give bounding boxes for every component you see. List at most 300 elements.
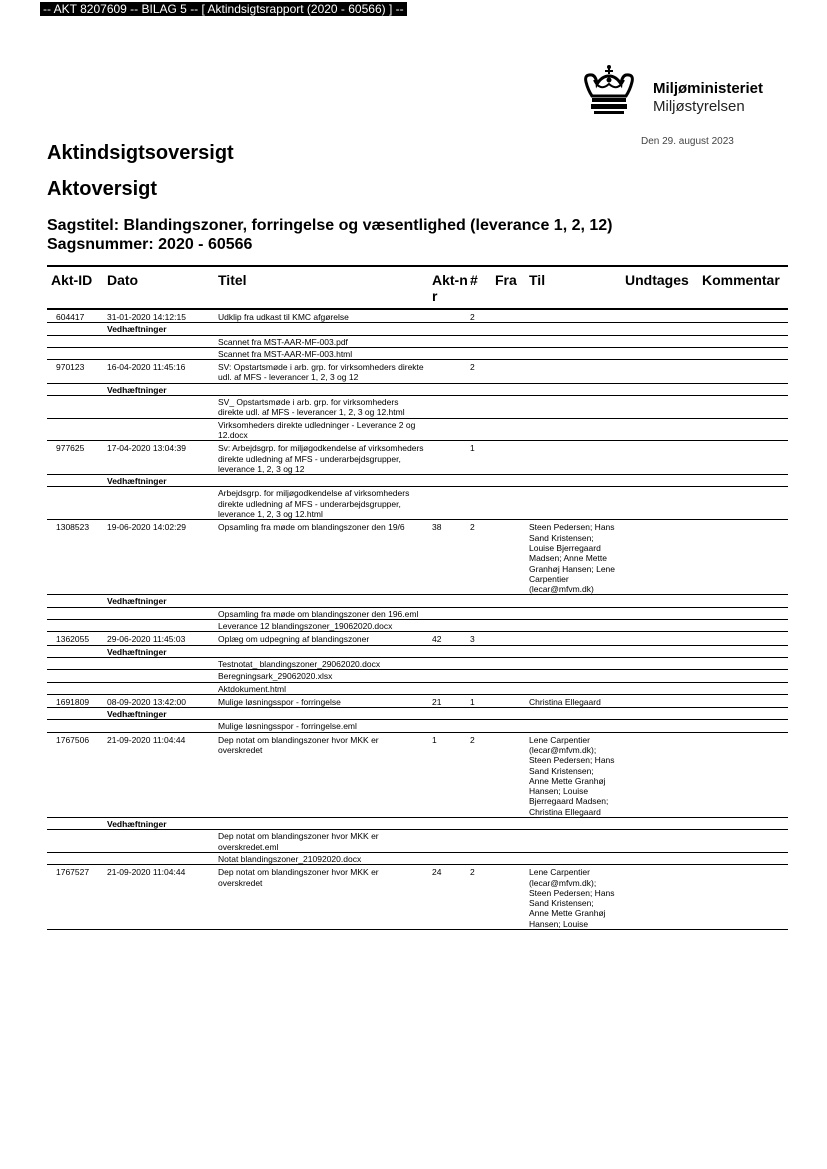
empty-cell — [702, 396, 788, 419]
attachments-label: Vedhæftninger — [107, 645, 218, 657]
empty-cell — [495, 595, 529, 607]
empty-cell — [47, 418, 107, 441]
empty-cell — [47, 670, 107, 682]
undtages-cell — [625, 520, 702, 595]
empty-cell — [470, 620, 495, 632]
akt-id-cell: 977625 — [47, 441, 107, 475]
attachment-file-row — [47, 396, 788, 419]
empty-cell — [107, 670, 218, 682]
akt-nr-cell: 24 — [432, 865, 470, 930]
akt-nr-cell — [432, 309, 470, 323]
empty-cell — [495, 657, 529, 669]
empty-cell — [702, 818, 788, 830]
table-row — [47, 732, 788, 817]
empty-cell — [529, 830, 625, 853]
empty-cell — [218, 323, 432, 335]
akt-nr-cell: 21 — [432, 694, 470, 707]
empty-cell — [432, 418, 470, 441]
empty-cell — [529, 418, 625, 441]
attachment-file-name: Testnotat_ blandingszoner_29062020.docx — [218, 657, 432, 669]
attachment-file-row — [47, 335, 788, 347]
attachments-label: Vedhæftninger — [107, 383, 218, 395]
empty-cell — [625, 682, 702, 694]
empty-cell — [495, 830, 529, 853]
kommentar-cell — [702, 732, 788, 817]
empty-cell — [625, 396, 702, 419]
attachment-file-name: Opsamling fra møde om blandingszoner den 196.eml — [218, 607, 432, 619]
num-cell: 2 — [470, 360, 495, 384]
title-cell: Udklip fra udkast til KMC afgørelse — [218, 309, 432, 323]
empty-cell — [495, 607, 529, 619]
attachment-file-row — [47, 347, 788, 359]
attachment-file-name: Scannet fra MST-AAR-MF-003.html — [218, 347, 432, 359]
empty-cell — [625, 657, 702, 669]
empty-cell — [702, 830, 788, 853]
empty-cell — [625, 383, 702, 395]
table-row — [47, 632, 788, 645]
til-cell: Steen Pedersen; Hans Sand Kristensen; Louise Bjerregaard Madsen; Anne Mette Granhøj Hansen; Lene Carpentier (lecar@mfvm.dk) — [529, 520, 625, 595]
akt-nr-cell — [432, 441, 470, 475]
undtages-cell — [625, 441, 702, 475]
col-kommentar: Kommentar — [702, 272, 788, 309]
kommentar-cell — [702, 865, 788, 930]
attachments-row — [47, 708, 788, 720]
kommentar-cell — [702, 309, 788, 323]
empty-cell — [432, 335, 470, 347]
empty-cell — [432, 708, 470, 720]
empty-cell — [432, 670, 470, 682]
empty-cell — [470, 418, 495, 441]
attachments-label: Vedhæftninger — [107, 475, 218, 487]
table-row — [47, 865, 788, 930]
empty-cell — [470, 670, 495, 682]
attachment-file-name: Notat blandingszoner_21092020.docx — [218, 852, 432, 864]
empty-cell — [218, 595, 432, 607]
table-row — [47, 309, 788, 323]
empty-cell — [432, 595, 470, 607]
empty-cell — [702, 720, 788, 732]
empty-cell — [702, 323, 788, 335]
crown-logo-icon — [580, 64, 638, 116]
akt-nr-cell: 1 — [432, 732, 470, 817]
empty-cell — [529, 708, 625, 720]
kommentar-cell — [702, 520, 788, 595]
attachments-label: Vedhæftninger — [107, 708, 218, 720]
akt-nr-cell: 42 — [432, 632, 470, 645]
ministry-name: Miljøministeriet — [653, 80, 764, 97]
document-table — [47, 272, 788, 930]
empty-cell — [107, 852, 218, 864]
attachment-file-row — [47, 418, 788, 441]
empty-cell — [495, 487, 529, 520]
attachment-file-name: Mulige løsningsspor - forringelse.eml — [218, 720, 432, 732]
attachment-file-name: Dep notat om blandingszoner hvor MKK er overskredet.eml — [218, 830, 432, 853]
fra-cell — [495, 865, 529, 930]
title-cell: Dep notat om blandingszoner hvor MKK er overskredet — [218, 865, 432, 930]
empty-cell — [625, 607, 702, 619]
undtages-cell — [625, 694, 702, 707]
empty-cell — [529, 620, 625, 632]
empty-cell — [529, 335, 625, 347]
empty-cell — [495, 383, 529, 395]
empty-cell — [495, 720, 529, 732]
date-cell: 31-01-2020 14:12:15 — [107, 309, 218, 323]
empty-cell — [47, 607, 107, 619]
empty-cell — [702, 708, 788, 720]
empty-cell — [470, 323, 495, 335]
empty-cell — [107, 830, 218, 853]
kommentar-cell — [702, 441, 788, 475]
empty-cell — [218, 818, 432, 830]
date-cell: 08-09-2020 13:42:00 — [107, 694, 218, 707]
title-cell: Mulige løsningsspor - forringelse — [218, 694, 432, 707]
empty-cell — [625, 595, 702, 607]
fra-cell — [495, 732, 529, 817]
empty-cell — [625, 830, 702, 853]
empty-cell — [47, 347, 107, 359]
til-cell — [529, 309, 625, 323]
attachment-file-row — [47, 607, 788, 619]
empty-cell — [625, 670, 702, 682]
agency-name: Miljøstyrelsen — [653, 98, 745, 115]
empty-cell — [702, 383, 788, 395]
empty-cell — [529, 487, 625, 520]
akt-id-cell: 1691809 — [47, 694, 107, 707]
fra-cell — [495, 632, 529, 645]
empty-cell — [625, 720, 702, 732]
date-cell: 29-06-2020 11:45:03 — [107, 632, 218, 645]
table-row — [47, 441, 788, 475]
fra-cell — [495, 360, 529, 384]
akt-id-cell: 1362055 — [47, 632, 107, 645]
num-cell: 2 — [470, 309, 495, 323]
empty-cell — [702, 595, 788, 607]
empty-cell — [432, 830, 470, 853]
empty-cell — [470, 818, 495, 830]
empty-cell — [529, 682, 625, 694]
empty-cell — [495, 708, 529, 720]
col-dato: Dato — [107, 272, 218, 309]
empty-cell — [432, 645, 470, 657]
empty-cell — [702, 657, 788, 669]
undtages-cell — [625, 360, 702, 384]
empty-cell — [432, 475, 470, 487]
page-title: Aktindsigtsoversigt — [47, 142, 234, 164]
empty-cell — [432, 323, 470, 335]
empty-cell — [470, 475, 495, 487]
til-cell: Christina Ellegaard — [529, 694, 625, 707]
attachment-file-row — [47, 487, 788, 520]
empty-cell — [470, 383, 495, 395]
empty-cell — [470, 595, 495, 607]
attachments-row — [47, 323, 788, 335]
title-cell: Opsamling fra møde om blandingszoner den 19/6 — [218, 520, 432, 595]
empty-cell — [625, 818, 702, 830]
empty-cell — [470, 335, 495, 347]
num-cell: 2 — [470, 520, 495, 595]
empty-cell — [702, 852, 788, 864]
empty-cell — [495, 323, 529, 335]
attachment-file-name: Leverance 12 blandingszoner_19062020.docx — [218, 620, 432, 632]
fra-cell — [495, 441, 529, 475]
table-row — [47, 694, 788, 707]
attachment-file-row — [47, 657, 788, 669]
empty-cell — [47, 720, 107, 732]
empty-cell — [470, 682, 495, 694]
table-row — [47, 360, 788, 384]
empty-cell — [470, 720, 495, 732]
empty-cell — [625, 347, 702, 359]
fra-cell — [495, 309, 529, 323]
undtages-cell — [625, 632, 702, 645]
empty-cell — [625, 487, 702, 520]
empty-cell — [218, 645, 432, 657]
empty-cell — [47, 657, 107, 669]
empty-cell — [625, 475, 702, 487]
empty-cell — [47, 682, 107, 694]
akt-id-cell: 1767506 — [47, 732, 107, 817]
empty-cell — [432, 852, 470, 864]
empty-cell — [47, 396, 107, 419]
empty-cell — [432, 620, 470, 632]
empty-cell — [47, 620, 107, 632]
fra-cell — [495, 520, 529, 595]
empty-cell — [529, 818, 625, 830]
num-cell: 1 — [470, 694, 495, 707]
empty-cell — [107, 418, 218, 441]
empty-cell — [495, 418, 529, 441]
empty-cell — [625, 335, 702, 347]
empty-cell — [432, 657, 470, 669]
num-cell: 2 — [470, 865, 495, 930]
report-date: Den 29. august 2023 — [641, 136, 734, 147]
empty-cell — [470, 607, 495, 619]
empty-cell — [702, 607, 788, 619]
kommentar-cell — [702, 694, 788, 707]
empty-cell — [702, 475, 788, 487]
empty-cell — [702, 347, 788, 359]
empty-cell — [495, 347, 529, 359]
table-row — [47, 520, 788, 595]
empty-cell — [529, 720, 625, 732]
empty-cell — [495, 682, 529, 694]
col-fra: Fra — [495, 272, 529, 309]
empty-cell — [702, 620, 788, 632]
empty-cell — [529, 670, 625, 682]
empty-cell — [432, 383, 470, 395]
akt-id-cell: 1767527 — [47, 865, 107, 930]
col-undtages: Undtages — [625, 272, 702, 309]
table-header-row — [47, 272, 788, 309]
akt-nr-cell: 38 — [432, 520, 470, 595]
empty-cell — [625, 852, 702, 864]
empty-cell — [529, 595, 625, 607]
empty-cell — [218, 708, 432, 720]
empty-cell — [702, 670, 788, 682]
attachment-file-row — [47, 682, 788, 694]
empty-cell — [432, 487, 470, 520]
empty-cell — [470, 708, 495, 720]
empty-cell — [47, 830, 107, 853]
empty-cell — [702, 335, 788, 347]
date-cell: 19-06-2020 14:02:29 — [107, 520, 218, 595]
empty-cell — [529, 323, 625, 335]
attachments-row — [47, 475, 788, 487]
empty-cell — [625, 418, 702, 441]
til-cell — [529, 632, 625, 645]
undtages-cell — [625, 865, 702, 930]
attachment-file-name: Beregningsark_29062020.xlsx — [218, 670, 432, 682]
empty-cell — [47, 852, 107, 864]
attachments-label: Vedhæftninger — [107, 323, 218, 335]
til-cell: Lene Carpentier (lecar@mfvm.dk); Steen Pedersen; Hans Sand Kristensen; Anne Mette Granhøj Hansen; Louise — [529, 865, 625, 930]
empty-cell — [495, 396, 529, 419]
empty-cell — [107, 657, 218, 669]
empty-cell — [702, 645, 788, 657]
col-akt-nr: Akt-nr — [432, 272, 470, 309]
empty-cell — [432, 720, 470, 732]
document-stamp: -- AKT 8207609 -- BILAG 5 -- [ Aktindsigtsrapport (2020 - 60566) ] -- — [40, 2, 407, 16]
case-number: Sagsnummer: 2020 - 60566 — [47, 236, 253, 253]
empty-cell — [107, 720, 218, 732]
empty-cell — [702, 418, 788, 441]
empty-cell — [47, 335, 107, 347]
empty-cell — [432, 682, 470, 694]
attachment-file-name: Aktdokument.html — [218, 682, 432, 694]
empty-cell — [470, 852, 495, 864]
attachment-file-row — [47, 670, 788, 682]
empty-cell — [107, 347, 218, 359]
empty-cell — [495, 670, 529, 682]
empty-cell — [470, 396, 495, 419]
empty-cell — [495, 645, 529, 657]
empty-cell — [702, 487, 788, 520]
empty-cell — [107, 487, 218, 520]
attachments-label: Vedhæftninger — [107, 818, 218, 830]
akt-nr-cell — [432, 360, 470, 384]
empty-cell — [495, 475, 529, 487]
empty-cell — [529, 852, 625, 864]
num-cell: 3 — [470, 632, 495, 645]
title-cell: Dep notat om blandingszoner hvor MKK er overskredet — [218, 732, 432, 817]
til-cell — [529, 441, 625, 475]
til-cell: Lene Carpentier (lecar@mfvm.dk); Steen Pedersen; Hans Sand Kristensen; Anne Mette Granhøj Hansen; Louise Bjerregaard Madsen; Christina Ellegaard — [529, 732, 625, 817]
date-cell: 17-04-2020 13:04:39 — [107, 441, 218, 475]
undtages-cell — [625, 309, 702, 323]
header-divider — [47, 265, 788, 267]
attachment-file-name: Scannet fra MST-AAR-MF-003.pdf — [218, 335, 432, 347]
attachment-file-row — [47, 720, 788, 732]
empty-cell — [47, 323, 107, 335]
attachment-file-row — [47, 852, 788, 864]
empty-cell — [107, 396, 218, 419]
attachment-file-name: Arbejdsgrp. for miljøgodkendelse af virksomheders direkte udledning af MFS - underarbejdsgrupper, leverance 1, 2, 3 og 12.html — [218, 487, 432, 520]
empty-cell — [107, 335, 218, 347]
akt-id-cell: 1308523 — [47, 520, 107, 595]
empty-cell — [529, 475, 625, 487]
empty-cell — [432, 347, 470, 359]
empty-cell — [432, 396, 470, 419]
empty-cell — [495, 335, 529, 347]
col-num: # — [470, 272, 495, 309]
empty-cell — [495, 620, 529, 632]
num-cell: 2 — [470, 732, 495, 817]
col-til: Til — [529, 272, 625, 309]
attachments-row — [47, 818, 788, 830]
empty-cell — [107, 682, 218, 694]
akt-id-cell: 604417 — [47, 309, 107, 323]
title-cell: SV: Opstartsmøde i arb. grp. for virksomheders direkte udl. af MFS - leverancer 1, 2, 3 og 12 — [218, 360, 432, 384]
empty-cell — [529, 645, 625, 657]
empty-cell — [47, 487, 107, 520]
empty-cell — [470, 657, 495, 669]
empty-cell — [218, 383, 432, 395]
empty-cell — [470, 645, 495, 657]
empty-cell — [47, 383, 107, 395]
date-cell: 21-09-2020 11:04:44 — [107, 732, 218, 817]
attachments-row — [47, 383, 788, 395]
title-cell: Sv: Arbejdsgrp. for miljøgodkendelse af virksomheders direkte udledning af MFS - underarbejdsgrupper, leverance 1, 2, 3 og 12 — [218, 441, 432, 475]
attachments-row — [47, 595, 788, 607]
col-akt-id: Akt-ID — [47, 272, 107, 309]
empty-cell — [218, 475, 432, 487]
date-cell: 21-09-2020 11:04:44 — [107, 865, 218, 930]
empty-cell — [529, 607, 625, 619]
attachments-label: Vedhæftninger — [107, 595, 218, 607]
empty-cell — [625, 708, 702, 720]
kommentar-cell — [702, 632, 788, 645]
empty-cell — [47, 645, 107, 657]
empty-cell — [432, 607, 470, 619]
empty-cell — [529, 396, 625, 419]
kommentar-cell — [702, 360, 788, 384]
empty-cell — [47, 475, 107, 487]
empty-cell — [625, 323, 702, 335]
empty-cell — [47, 708, 107, 720]
empty-cell — [625, 645, 702, 657]
title-cell: Oplæg om udpegning af blandingszoner — [218, 632, 432, 645]
page-subtitle: Aktoversigt — [47, 178, 158, 200]
til-cell — [529, 360, 625, 384]
empty-cell — [495, 852, 529, 864]
empty-cell — [470, 487, 495, 520]
empty-cell — [625, 620, 702, 632]
attachment-file-name: SV_ Opstartsmøde i arb. grp. for virksomheders direkte udl. af MFS - leverancer 1, 2, 3 og 12.html — [218, 396, 432, 419]
empty-cell — [47, 595, 107, 607]
empty-cell — [529, 657, 625, 669]
fra-cell — [495, 694, 529, 707]
attachment-file-row — [47, 620, 788, 632]
empty-cell — [47, 818, 107, 830]
attachment-file-name: Virksomheders direkte udledninger - Leverance 2 og 12.docx — [218, 418, 432, 441]
empty-cell — [432, 818, 470, 830]
empty-cell — [702, 682, 788, 694]
empty-cell — [107, 620, 218, 632]
col-titel: Titel — [218, 272, 432, 309]
empty-cell — [495, 818, 529, 830]
empty-cell — [529, 383, 625, 395]
akt-id-cell: 970123 — [47, 360, 107, 384]
empty-cell — [470, 347, 495, 359]
empty-cell — [107, 607, 218, 619]
date-cell: 16-04-2020 11:45:16 — [107, 360, 218, 384]
empty-cell — [529, 347, 625, 359]
case-title: Sagstitel: Blandingszoner, forringelse og væsentlighed (leverance 1, 2, 12) — [47, 217, 613, 234]
num-cell: 1 — [470, 441, 495, 475]
undtages-cell — [625, 732, 702, 817]
attachment-file-row — [47, 830, 788, 853]
attachments-row — [47, 645, 788, 657]
